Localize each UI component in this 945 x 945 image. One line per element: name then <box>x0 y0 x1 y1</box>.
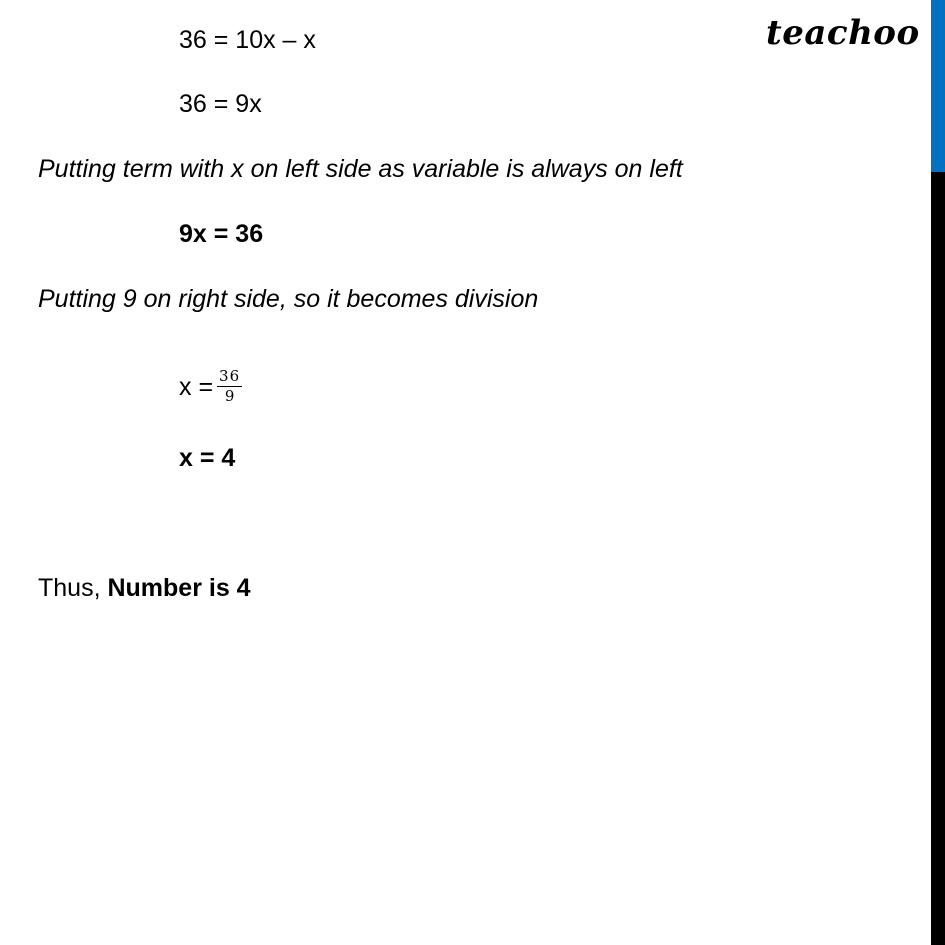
side-accent-bar <box>931 0 945 172</box>
conclusion-prefix: Thus, <box>38 574 108 602</box>
equation-step-5: x = 4 <box>179 444 236 472</box>
equation-step-1: 36 = 10x – x <box>179 26 316 54</box>
explanation-note-1: Putting term with x on left side as variable is always on left <box>38 155 683 183</box>
fraction <box>217 368 242 405</box>
conclusion <box>38 573 251 603</box>
equation-step-4-lhs: x = <box>179 373 214 402</box>
explanation-note-2: Putting 9 on right side, so it becomes division <box>38 285 539 313</box>
fraction-denominator: 9 <box>224 387 235 405</box>
side-decoration-bar <box>931 0 945 945</box>
equation-step-3: 9x = 36 <box>179 220 264 248</box>
equation-step-4 <box>179 367 242 407</box>
fraction-numerator: 36 <box>219 367 241 385</box>
equation-step-2: 36 = 9x <box>179 90 262 118</box>
teachoo-logo: teachoo <box>766 13 920 53</box>
conclusion-answer: Number is 4 <box>107 574 251 602</box>
